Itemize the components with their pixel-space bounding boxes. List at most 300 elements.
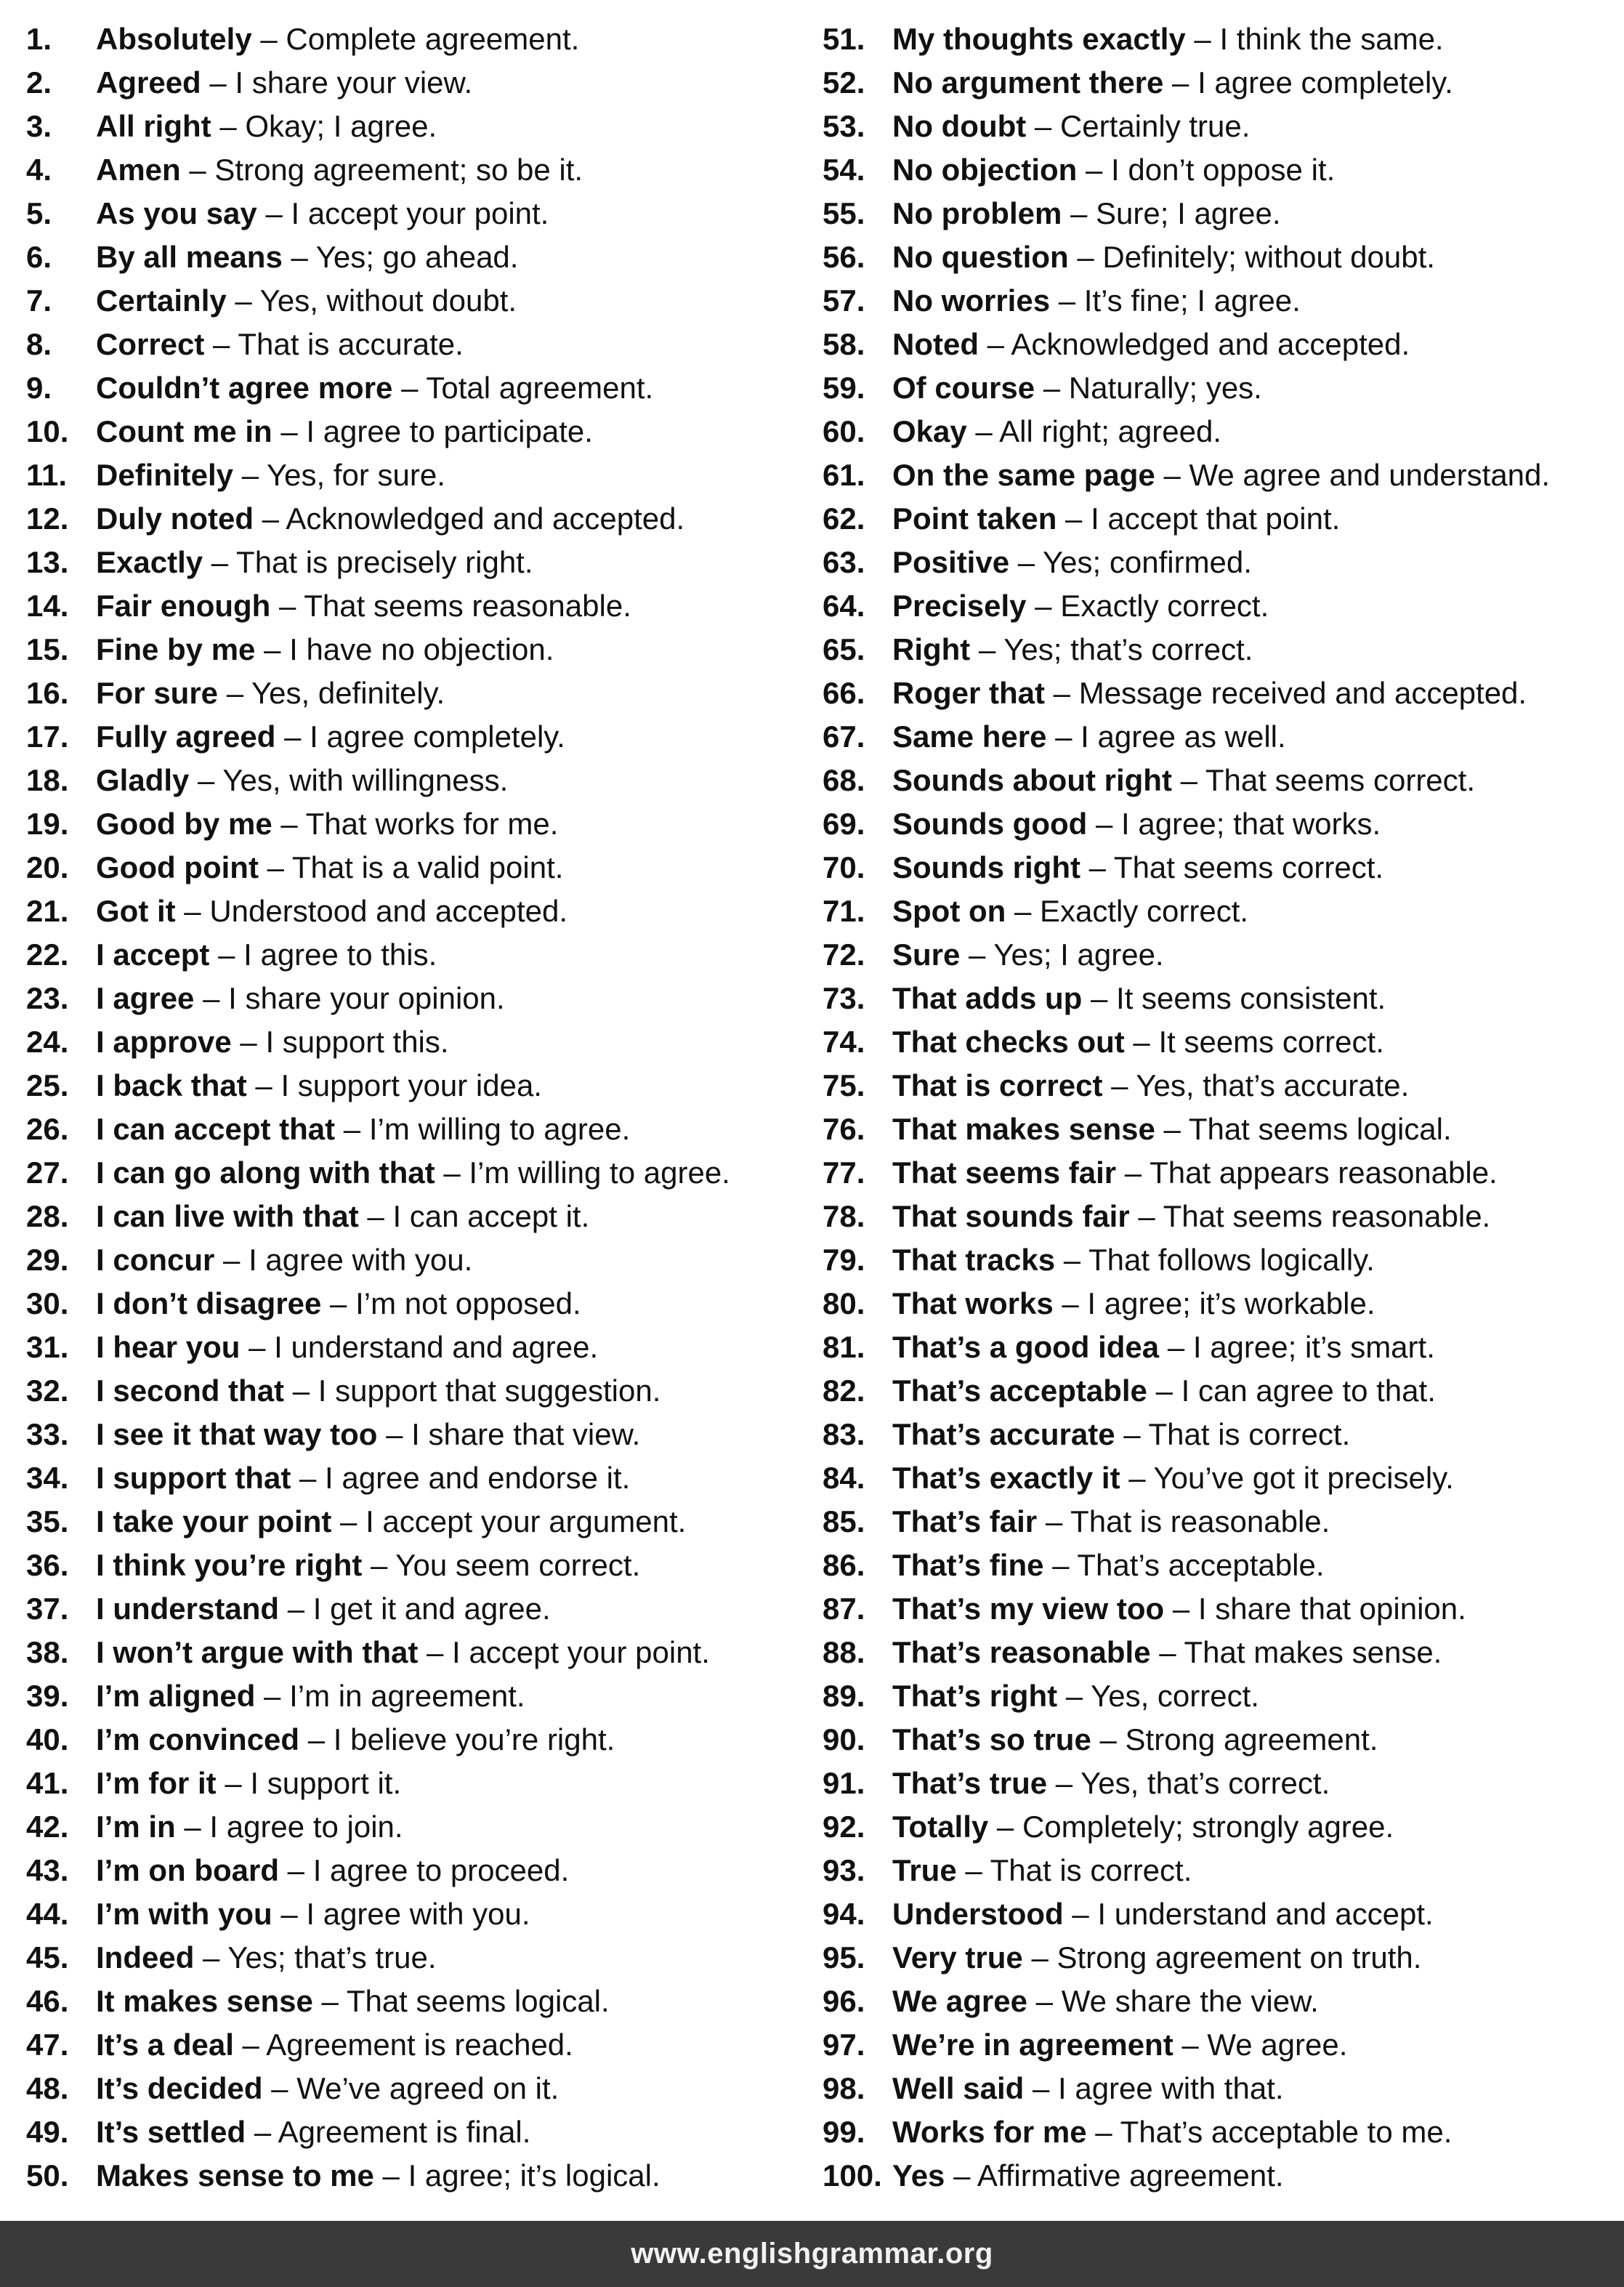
item-phrase: Got it (96, 894, 176, 928)
item-phrase: Sounds good (892, 807, 1088, 841)
phrase-list-item (823, 1108, 1622, 1151)
item-meaning: Message received and accepted. (1078, 676, 1527, 710)
item-phrase: We agree (892, 1984, 1027, 2018)
item-meaning: I agree; that works. (1121, 807, 1381, 841)
item-number: 55. (823, 196, 865, 230)
item-number: 8. (26, 327, 52, 361)
phrase-list-item (26, 977, 796, 1020)
phrase-list-item (26, 846, 796, 890)
item-phrase: It’s decided (96, 2071, 263, 2105)
item-phrase: I understand (96, 1592, 280, 1626)
item-separator: – (246, 2115, 278, 2149)
item-separator: – (1037, 1504, 1071, 1538)
phrase-list-item (823, 846, 1622, 890)
item-phrase: Couldn’t agree more (96, 371, 393, 405)
item-separator: – (1077, 153, 1112, 187)
phrase-list-item (26, 453, 796, 497)
phrase-list-item (26, 105, 796, 148)
item-meaning: I accept your argument. (365, 1504, 687, 1538)
phrase-list-item (26, 1892, 796, 1936)
item-phrase: That’s reasonable (892, 1635, 1151, 1669)
item-separator: – (960, 937, 994, 972)
item-number: 72. (823, 937, 865, 972)
item-phrase: No worries (892, 283, 1051, 318)
item-meaning: That seems logical. (1188, 1112, 1452, 1146)
item-number: 26. (26, 1112, 69, 1146)
item-number: 84. (823, 1461, 865, 1495)
phrase-list-item (26, 2067, 796, 2110)
phrase-list-item (823, 1587, 1622, 1631)
item-meaning: All right; agreed. (999, 414, 1221, 448)
item-phrase: I’m aligned (96, 1679, 256, 1713)
item-phrase: As you say (96, 196, 257, 230)
item-phrase: I approve (96, 1025, 232, 1059)
item-number: 1. (26, 22, 52, 56)
item-number: 45. (26, 1940, 69, 1975)
item-separator: – (1035, 371, 1069, 405)
item-phrase: No question (892, 240, 1069, 274)
item-phrase: All right (96, 109, 211, 143)
item-meaning: Yes, for sure. (266, 458, 445, 492)
item-separator: – (1063, 1897, 1098, 1931)
item-separator: – (331, 1504, 366, 1538)
item-meaning: I support this. (265, 1025, 449, 1059)
item-meaning: I agree completely. (1197, 65, 1453, 100)
phrase-list-item (26, 759, 796, 802)
item-meaning: I can accept it. (392, 1199, 590, 1233)
item-phrase: Point taken (892, 501, 1057, 536)
phrase-list-item (823, 1064, 1622, 1108)
phrase-list-item (26, 715, 796, 759)
phrase-list-item (823, 2110, 1622, 2154)
phrase-list-item (26, 1762, 796, 1805)
footer-website-url[interactable]: www.englishgrammar.org (631, 2238, 993, 2270)
item-meaning: That makes sense. (1184, 1635, 1442, 1669)
phrase-list-item (823, 2154, 1622, 2198)
item-number: 10. (26, 414, 69, 448)
item-meaning: I think the same. (1219, 22, 1444, 56)
item-phrase: Agreed (96, 65, 201, 100)
item-meaning: We share the view. (1061, 1984, 1319, 2018)
item-number: 60. (823, 414, 865, 448)
item-separator: – (175, 1810, 210, 1844)
item-number: 11. (26, 458, 68, 492)
item-number: 15. (26, 632, 69, 666)
item-phrase: I’m for it (96, 1766, 217, 1800)
item-number: 53. (823, 109, 865, 143)
item-number: 48. (26, 2071, 69, 2105)
item-phrase: Sure (892, 937, 961, 972)
item-separator: – (945, 2158, 977, 2193)
item-separator: – (231, 1025, 266, 1059)
phrase-list-item (26, 2154, 796, 2198)
item-separator: – (251, 22, 286, 56)
item-separator: – (201, 65, 235, 100)
item-meaning: Yes, that’s accurate. (1136, 1068, 1410, 1102)
item-separator: – (979, 327, 1011, 361)
item-phrase: I won’t argue with that (96, 1635, 419, 1669)
item-meaning: That seems reasonable. (1163, 1199, 1491, 1233)
item-meaning: That seems reasonable. (304, 589, 631, 623)
item-meaning: I accept that point. (1091, 501, 1341, 536)
phrase-list-item (823, 61, 1622, 105)
phrase-list-item (823, 497, 1622, 541)
item-separator: – (233, 458, 267, 492)
item-number: 76. (823, 1112, 865, 1146)
phrase-list-item (823, 802, 1622, 846)
item-separator: – (254, 501, 286, 536)
item-number: 77. (823, 1155, 865, 1190)
item-meaning: I agree with that. (1058, 2071, 1284, 2105)
phrase-list-item (26, 1500, 796, 1544)
phrase-list-item (26, 1413, 796, 1456)
item-number: 16. (26, 676, 69, 710)
item-separator: – (988, 1810, 1022, 1844)
item-separator: – (1171, 763, 1205, 797)
item-number: 92. (823, 1810, 865, 1844)
item-separator: – (256, 196, 291, 230)
item-phrase: That sounds fair (892, 1199, 1130, 1233)
item-meaning: Total agreement. (426, 371, 654, 405)
phrase-list-item (823, 1674, 1622, 1718)
item-number: 63. (823, 545, 865, 579)
phrase-list-item (26, 1631, 796, 1674)
item-phrase: Totally (892, 1810, 989, 1844)
item-phrase: I back that (96, 1068, 247, 1102)
item-separator: – (312, 1984, 347, 2018)
item-phrase: That’s a good idea (892, 1330, 1160, 1364)
phrase-list-item (26, 1064, 796, 1108)
item-meaning: Yes; that’s correct. (1003, 632, 1253, 666)
item-separator: – (1046, 719, 1081, 754)
item-number: 30. (26, 1286, 69, 1320)
item-meaning: I’m willing to agree. (368, 1112, 631, 1146)
item-number: 69. (823, 807, 865, 841)
item-phrase: That’s so true (892, 1722, 1091, 1756)
item-number: 43. (26, 1853, 69, 1887)
item-number: 95. (823, 1940, 865, 1975)
item-separator: – (246, 1068, 281, 1102)
item-phrase: Works for me (892, 2115, 1087, 2149)
item-phrase: Same here (892, 719, 1047, 754)
item-separator: – (1006, 894, 1040, 928)
item-phrase: Of course (892, 371, 1035, 405)
item-number: 57. (823, 283, 865, 318)
item-meaning: Exactly correct. (1040, 894, 1249, 928)
item-number: 66. (823, 676, 865, 710)
item-phrase: Sounds about right (892, 763, 1172, 797)
item-number: 50. (26, 2158, 69, 2193)
phrase-list-item (26, 497, 796, 541)
item-meaning: That seems correct. (1205, 763, 1475, 797)
item-meaning: That is reasonable. (1070, 1504, 1330, 1538)
item-number: 93. (823, 1853, 865, 1887)
item-phrase: No argument there (892, 65, 1164, 100)
item-phrase: That makes sense (892, 1112, 1155, 1146)
item-meaning: I agree; it’s logical. (408, 2158, 660, 2193)
item-number: 33. (26, 1417, 69, 1451)
phrase-list-item (26, 1369, 796, 1413)
item-number: 52. (823, 65, 865, 100)
item-meaning: That seems correct. (1113, 850, 1384, 884)
item-number: 44. (26, 1897, 69, 1931)
item-separator: – (1082, 981, 1117, 1015)
phrase-list-item (26, 2110, 796, 2154)
phrase-list-item (26, 1195, 796, 1238)
phrase-list-item (26, 1587, 796, 1631)
item-number: 42. (26, 1810, 69, 1844)
phrase-list-item (823, 1282, 1622, 1326)
item-phrase: I accept (96, 937, 210, 972)
item-separator: – (180, 153, 215, 187)
item-number: 46. (26, 1984, 69, 2018)
item-number: 94. (823, 1897, 865, 1931)
item-number: 4. (26, 153, 52, 187)
phrase-list-item (823, 1456, 1622, 1500)
phrase-list-item (823, 1718, 1622, 1762)
item-separator: – (175, 894, 210, 928)
item-meaning: I accept your point. (291, 196, 549, 230)
item-separator: – (1057, 501, 1091, 536)
item-number: 73. (823, 981, 865, 1015)
item-separator: – (209, 937, 244, 972)
item-meaning: That is correct. (990, 1853, 1192, 1887)
item-meaning: I agree with you. (249, 1243, 473, 1277)
item-number: 80. (823, 1286, 865, 1320)
item-separator: – (1091, 1722, 1126, 1756)
phrase-list-item (823, 2023, 1622, 2067)
item-meaning: I share your view. (235, 65, 473, 100)
phrase-list-item (26, 1151, 796, 1195)
phrase-list-item (823, 410, 1622, 453)
item-separator: – (956, 1853, 990, 1887)
item-number: 2. (26, 65, 52, 100)
item-phrase: Exactly (96, 545, 203, 579)
item-phrase: I’m with you (96, 1897, 272, 1931)
item-meaning: We agree and understand. (1189, 458, 1551, 492)
item-number: 38. (26, 1635, 69, 1669)
item-separator: – (1087, 807, 1121, 841)
item-number: 23. (26, 981, 69, 1015)
item-phrase: It’s settled (96, 2115, 246, 2149)
item-phrase: True (892, 1853, 957, 1887)
phrase-list-item (26, 584, 796, 628)
item-meaning: That is accurate. (238, 327, 464, 361)
item-meaning: Yes, with willingness. (222, 763, 509, 797)
phrase-list-item (26, 279, 796, 323)
phrase-list-item (823, 1020, 1622, 1064)
item-phrase: Good by me (96, 807, 272, 841)
item-number: 5. (26, 196, 52, 230)
item-separator: – (373, 2158, 408, 2193)
item-phrase: That’s exactly it (892, 1461, 1120, 1495)
phrase-list-item (26, 1936, 796, 1980)
item-number: 37. (26, 1592, 69, 1626)
item-meaning: I agree to join. (209, 1810, 403, 1844)
item-meaning: Acknowledged and accepted. (286, 501, 685, 536)
item-number: 59. (823, 371, 865, 405)
item-meaning: That is precisely right. (236, 545, 533, 579)
item-meaning: Acknowledged and accepted. (1011, 327, 1410, 361)
phrase-list-right-column (823, 17, 1622, 2198)
phrase-list-item (26, 671, 796, 715)
item-separator: – (1102, 1068, 1136, 1102)
item-meaning: I accept your point. (452, 1635, 710, 1669)
item-phrase: Precisely (892, 589, 1027, 623)
phrase-list-item (823, 890, 1622, 933)
phrase-list-item (823, 323, 1622, 366)
phrase-list-item (26, 366, 796, 410)
item-separator: – (226, 283, 260, 318)
phrase-list-item (26, 323, 796, 366)
item-phrase: That’s acceptable (892, 1374, 1147, 1408)
item-separator: – (189, 763, 223, 797)
item-number: 34. (26, 1461, 69, 1495)
item-separator: – (270, 589, 304, 623)
item-meaning: Completely; strongly agree. (1022, 1810, 1394, 1844)
item-phrase: Duly noted (96, 501, 254, 536)
item-meaning: Yes, correct. (1091, 1679, 1259, 1713)
item-number: 28. (26, 1199, 69, 1233)
item-separator: – (258, 850, 292, 884)
item-separator: – (279, 1592, 313, 1626)
item-separator: – (1055, 1243, 1089, 1277)
item-number: 68. (823, 763, 865, 797)
item-meaning: Sure; I agree. (1096, 196, 1281, 230)
phrase-list-item (26, 1326, 796, 1369)
item-separator: – (418, 1635, 453, 1669)
item-separator: – (272, 414, 307, 448)
phrase-list-item (823, 2067, 1622, 2110)
item-meaning: Affirmative agreement. (977, 2158, 1284, 2193)
item-number: 99. (823, 2115, 865, 2149)
item-phrase: I concur (96, 1243, 215, 1277)
item-number: 17. (26, 719, 69, 754)
item-meaning: It’s fine; I agree. (1083, 283, 1301, 318)
item-separator: – (272, 1897, 307, 1931)
item-number: 51. (823, 22, 865, 56)
item-meaning: Exactly correct. (1060, 589, 1269, 623)
item-separator: – (1155, 1112, 1189, 1146)
item-separator: – (1173, 2028, 1208, 2062)
item-phrase: Roger that (892, 676, 1045, 710)
item-number: 62. (823, 501, 865, 536)
item-meaning: You’ve got it precisely. (1153, 1461, 1454, 1495)
item-phrase: No problem (892, 196, 1062, 230)
phrase-list-item (26, 1544, 796, 1587)
item-separator: – (377, 1417, 412, 1451)
item-phrase: I think you’re right (96, 1548, 363, 1582)
phrase-list-item (26, 933, 796, 977)
phrase-list-item (26, 890, 796, 933)
item-phrase: Well said (892, 2071, 1025, 2105)
item-number: 32. (26, 1374, 69, 1408)
item-meaning: Strong agreement on truth. (1057, 1940, 1422, 1975)
phrase-list-item (823, 1849, 1622, 1892)
item-separator: – (358, 1199, 393, 1233)
item-meaning: I agree to participate. (306, 414, 593, 448)
item-phrase: That is correct (892, 1068, 1103, 1102)
item-separator: – (255, 632, 290, 666)
phrase-list-item (823, 192, 1622, 235)
item-separator: – (1129, 1199, 1163, 1233)
item-separator: – (362, 1548, 396, 1582)
item-phrase: Indeed (96, 1940, 195, 1975)
item-phrase: I’m on board (96, 1853, 279, 1887)
item-meaning: That works for me. (305, 807, 559, 841)
item-number: 78. (823, 1199, 865, 1233)
item-separator: – (255, 1679, 290, 1713)
item-number: 25. (26, 1068, 69, 1102)
item-number: 90. (823, 1722, 865, 1756)
item-meaning: I agree; it’s workable. (1087, 1286, 1375, 1320)
item-separator: – (1120, 1461, 1154, 1495)
item-phrase: Spot on (892, 894, 1006, 928)
item-number: 85. (823, 1504, 865, 1538)
item-phrase: Positive (892, 545, 1010, 579)
item-number: 74. (823, 1025, 865, 1059)
item-phrase: No objection (892, 153, 1078, 187)
item-phrase: I hear you (96, 1330, 241, 1364)
item-separator: – (299, 1722, 334, 1756)
item-separator: – (1115, 1417, 1149, 1451)
item-meaning: We’ve agreed on it. (296, 2071, 559, 2105)
phrase-list-item (823, 628, 1622, 671)
item-number: 88. (823, 1635, 865, 1669)
item-number: 75. (823, 1068, 865, 1102)
item-phrase: I can accept that (96, 1112, 336, 1146)
item-meaning: Yes, without doubt. (259, 283, 517, 318)
phrase-list-item (823, 105, 1622, 148)
item-number: 18. (26, 763, 69, 797)
item-meaning: Definitely; without doubt. (1102, 240, 1435, 274)
item-phrase: We’re in agreement (892, 2028, 1173, 2062)
phrase-list-item (823, 1631, 1622, 1674)
item-number: 9. (26, 371, 52, 405)
item-meaning: Naturally; yes. (1068, 371, 1262, 405)
item-separator: – (282, 240, 316, 274)
item-meaning: I understand and accept. (1097, 1897, 1434, 1931)
item-number: 40. (26, 1722, 69, 1756)
item-number: 13. (26, 545, 69, 579)
item-phrase: Noted (892, 327, 979, 361)
item-separator: – (233, 2028, 267, 2062)
item-number: 97. (823, 2028, 865, 2062)
item-separator: – (1026, 109, 1060, 143)
phrase-list-item (26, 61, 796, 105)
item-phrase: That adds up (892, 981, 1083, 1015)
phrase-list-item (823, 671, 1622, 715)
item-separator: – (1027, 1984, 1062, 2018)
phrase-list-item (26, 2023, 796, 2067)
item-phrase: Very true (892, 1940, 1023, 1975)
item-meaning: I agree with you. (306, 1897, 530, 1931)
item-phrase: That’s accurate (892, 1417, 1115, 1451)
item-number: 29. (26, 1243, 69, 1277)
item-meaning: I’m willing to agree. (469, 1155, 730, 1190)
item-separator: – (435, 1155, 469, 1190)
item-number: 49. (26, 2115, 69, 2149)
item-separator: – (1068, 240, 1103, 274)
item-number: 67. (823, 719, 865, 754)
item-number: 22. (26, 937, 69, 972)
item-phrase: That’s true (892, 1766, 1048, 1800)
item-meaning: I’m in agreement. (289, 1679, 525, 1713)
item-separator: – (218, 676, 251, 710)
item-phrase: By all means (96, 240, 283, 274)
phrase-list-item (26, 235, 796, 279)
item-separator: – (966, 414, 1000, 448)
